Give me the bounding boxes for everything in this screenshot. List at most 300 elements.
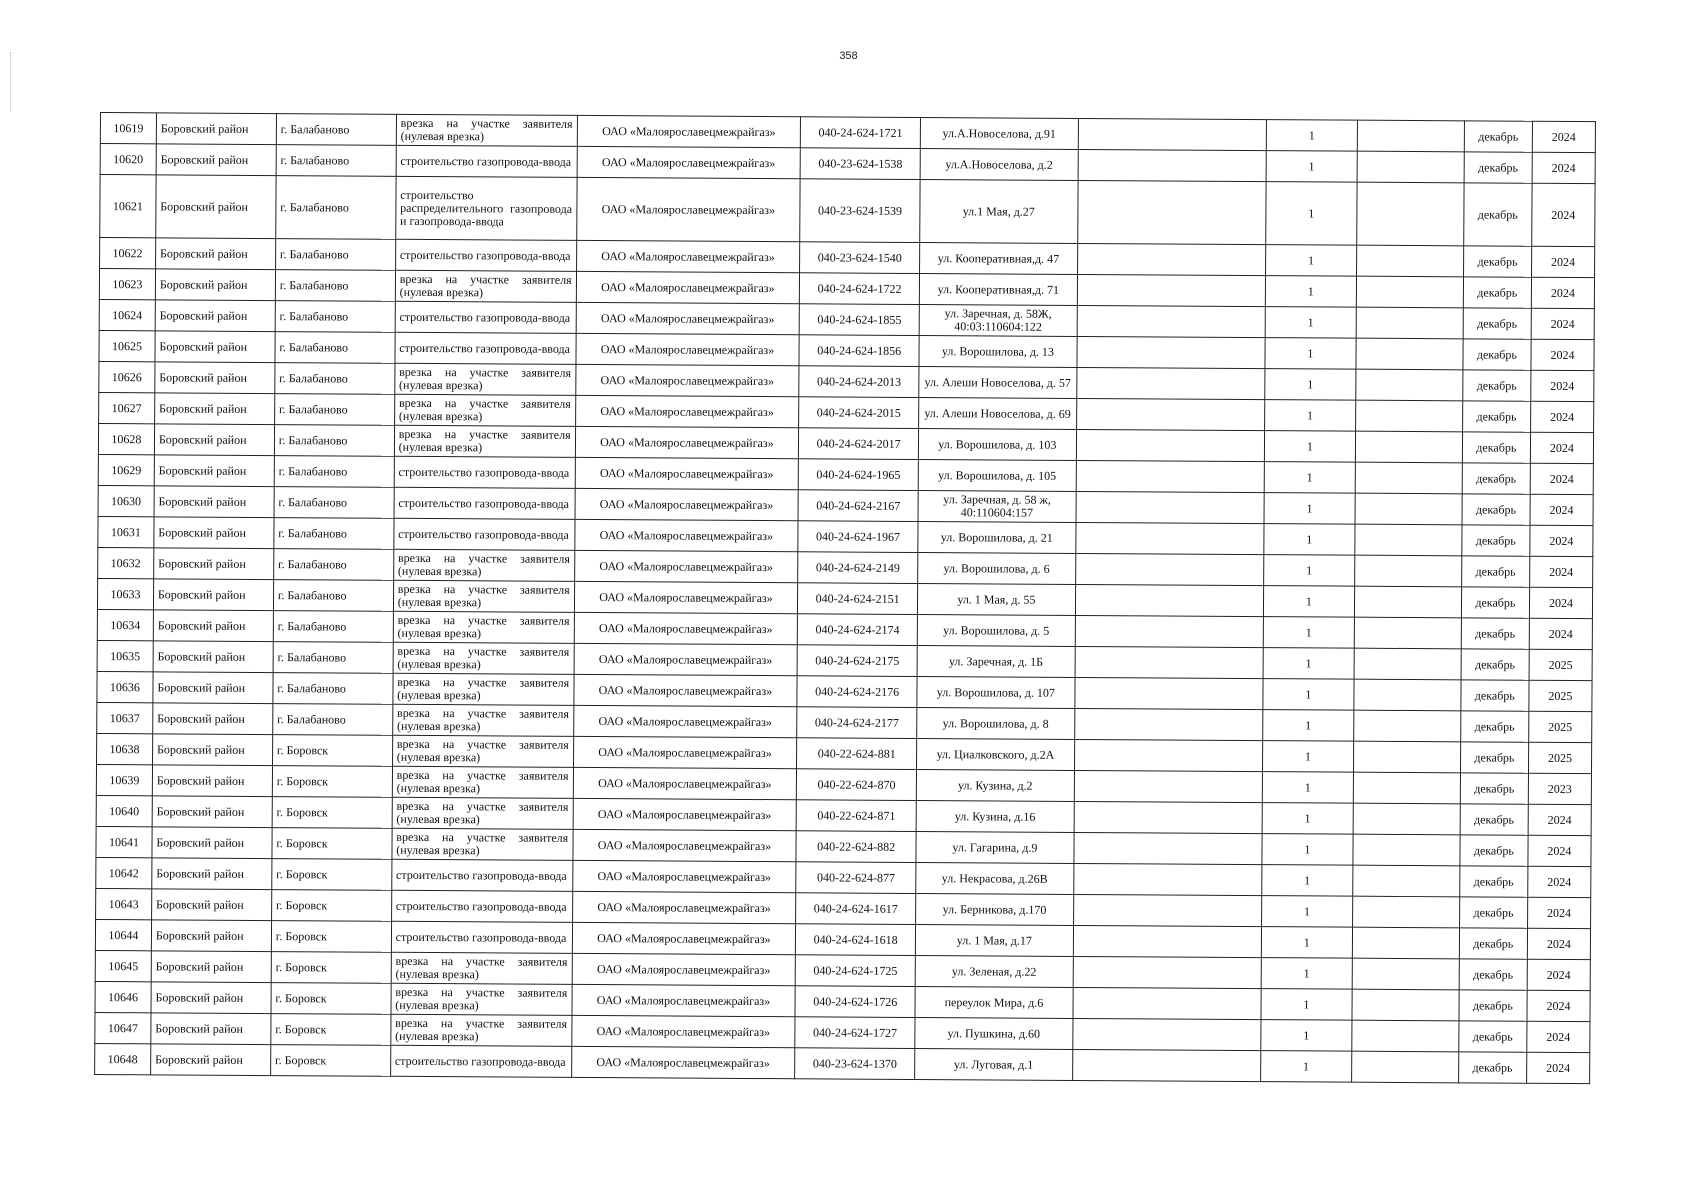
- locality-cell: г. Балабаново: [274, 394, 394, 426]
- organization-cell: ОАО «Малоярославецмежрайгаз»: [572, 953, 796, 985]
- month-cell: декабрь: [1460, 835, 1528, 866]
- district-cell: Боровский район: [155, 238, 275, 270]
- work-type-cell: строительство газопровода-ввода: [391, 921, 572, 953]
- organization-cell: ОАО «Малоярославецмежрайгаз»: [577, 115, 801, 147]
- organization-cell: ОАО «Малоярославецмежрайгаз»: [574, 612, 798, 644]
- year-cell: 2024: [1530, 401, 1593, 432]
- count-cell: 1: [1263, 617, 1355, 649]
- count-cell: 1: [1262, 772, 1354, 804]
- empty-cell: [1352, 927, 1459, 959]
- empty-cell: [1078, 149, 1266, 181]
- year-cell: 2025: [1529, 711, 1592, 742]
- month-cell: декабрь: [1463, 246, 1531, 277]
- project-code-cell: 040-24-624-1722: [800, 273, 920, 305]
- year-cell: 2025: [1528, 742, 1591, 773]
- month-cell: декабрь: [1460, 742, 1528, 773]
- project-code-cell: 040-22-624-881: [797, 738, 917, 770]
- district-cell: Боровский район: [153, 579, 273, 611]
- organization-cell: ОАО «Малоярославецмежрайгаз»: [576, 177, 800, 241]
- empty-cell: [1072, 1018, 1260, 1050]
- count-cell: 1: [1262, 803, 1354, 835]
- year-cell: 2023: [1528, 773, 1591, 804]
- month-cell: декабрь: [1460, 773, 1528, 804]
- work-type-cell: строительство газопровода-ввода: [394, 518, 575, 550]
- month-cell: декабрь: [1464, 121, 1532, 152]
- year-cell: 2024: [1527, 928, 1590, 959]
- month-cell: декабрь: [1459, 928, 1527, 959]
- work-type-cell: врезка на участке заявителя (нулевая врезка): [395, 363, 576, 395]
- empty-cell: [1075, 553, 1263, 585]
- project-code-cell: 040-24-624-2015: [799, 397, 919, 429]
- empty-cell: [1352, 958, 1459, 990]
- empty-cell: [1354, 710, 1461, 742]
- empty-cell: [1356, 307, 1463, 339]
- empty-cell: [1075, 584, 1263, 616]
- row-number-cell: 10647: [95, 1012, 151, 1043]
- work-type-cell: врезка на участке заявителя (нулевая врезка): [392, 735, 573, 767]
- empty-cell: [1353, 772, 1460, 804]
- locality-cell: г. Боровск: [270, 1045, 390, 1077]
- count-cell: 1: [1265, 276, 1357, 308]
- address-cell: ул. Кооперативная,д. 47: [920, 243, 1078, 275]
- empty-cell: [1353, 865, 1460, 897]
- empty-cell: [1354, 648, 1461, 680]
- empty-cell: [1075, 646, 1263, 678]
- project-code-cell: 040-24-624-1725: [795, 955, 915, 987]
- district-cell: Боровский район: [154, 393, 274, 425]
- locality-cell: г. Балабаново: [275, 301, 395, 333]
- month-cell: декабрь: [1463, 370, 1531, 401]
- project-code-cell: 040-22-624-871: [796, 800, 916, 832]
- project-code-cell: 040-24-624-1856: [799, 335, 919, 367]
- row-number-cell: 10625: [99, 330, 155, 361]
- count-cell: 1: [1262, 710, 1354, 742]
- row-number-cell: 10636: [97, 671, 153, 702]
- locality-cell: г. Балабаново: [273, 704, 393, 736]
- locality-cell: г. Балабаново: [274, 456, 394, 488]
- empty-cell: [1357, 245, 1464, 277]
- district-cell: Боровский район: [155, 331, 275, 363]
- empty-cell: [1352, 1051, 1459, 1083]
- empty-cell: [1355, 524, 1462, 556]
- month-cell: декабрь: [1460, 711, 1528, 742]
- locality-cell: г. Балабаново: [275, 363, 395, 395]
- work-type-cell: врезка на участке заявителя (нулевая врезка): [391, 1014, 572, 1046]
- work-type-cell: врезка на участке заявителя (нулевая врезка): [393, 642, 574, 674]
- month-cell: декабрь: [1463, 277, 1531, 308]
- organization-cell: ОАО «Малоярославецмежрайгаз»: [575, 395, 799, 427]
- row-number-cell: 10635: [97, 640, 153, 671]
- organization-cell: ОАО «Малоярославецмежрайгаз»: [576, 333, 800, 365]
- organization-cell: ОАО «Малоярославецмежрайгаз»: [572, 891, 796, 923]
- locality-cell: г. Боровск: [271, 952, 391, 984]
- month-cell: декабрь: [1462, 401, 1530, 432]
- row-number-cell: 10622: [100, 238, 156, 269]
- empty-cell: [1073, 925, 1261, 957]
- row-number-cell: 10624: [99, 299, 155, 330]
- locality-cell: г. Балабаново: [276, 114, 396, 146]
- year-cell: 2024: [1532, 121, 1595, 152]
- district-cell: Боровский район: [151, 889, 271, 921]
- count-cell: 1: [1264, 400, 1356, 432]
- district-cell: Боровский район: [151, 951, 271, 983]
- organization-cell: ОАО «Малоярославецмежрайгаз»: [571, 1046, 795, 1078]
- organization-cell: ОАО «Малоярославецмежрайгаз»: [574, 643, 798, 675]
- district-cell: Боровский район: [155, 362, 275, 394]
- empty-cell: [1356, 400, 1463, 432]
- count-cell: 1: [1263, 524, 1355, 556]
- work-type-cell: строительство газопровода-ввода: [391, 890, 572, 922]
- address-cell: ул. Заречная, д. 1Б: [917, 646, 1075, 678]
- address-cell: ул. Кузина, д.16: [916, 801, 1074, 833]
- month-cell: декабрь: [1460, 804, 1528, 835]
- address-cell: ул. Алеши Новоселова, д. 69: [919, 398, 1077, 430]
- row-number-cell: 10641: [96, 826, 152, 857]
- district-cell: Боровский район: [156, 113, 276, 145]
- year-cell: 2024: [1532, 152, 1595, 183]
- empty-cell: [1353, 803, 1460, 835]
- address-cell: ул.А.Новоселова, д.91: [920, 118, 1078, 150]
- month-cell: декабрь: [1462, 525, 1530, 556]
- row-number-cell: 10642: [96, 857, 152, 888]
- organization-cell: ОАО «Малоярославецмежрайгаз»: [574, 581, 798, 613]
- locality-cell: г. Балабаново: [273, 580, 393, 612]
- locality-cell: г. Балабаново: [273, 642, 393, 674]
- count-cell: 1: [1264, 462, 1356, 494]
- page-number: 358: [839, 50, 858, 62]
- district-cell: Боровский район: [155, 300, 275, 332]
- year-cell: 2024: [1530, 556, 1593, 587]
- table-body: [95, 113, 1596, 1084]
- organization-cell: ОАО «Малоярославецмежрайгаз»: [575, 488, 799, 520]
- row-number-cell: 10628: [98, 423, 154, 454]
- project-code-cell: 040-24-624-1855: [799, 304, 919, 336]
- work-type-cell: врезка на участке заявителя (нулевая врезка): [391, 983, 572, 1015]
- empty-cell: [1353, 896, 1460, 928]
- district-cell: Боровский район: [156, 144, 276, 176]
- year-cell: 2024: [1531, 246, 1594, 277]
- project-code-cell: 040-22-624-870: [797, 769, 917, 801]
- project-code-cell: 040-24-624-2177: [797, 707, 917, 739]
- empty-cell: [1356, 276, 1463, 308]
- empty-cell: [1354, 679, 1461, 711]
- address-cell: ул. Гагарина, д.9: [916, 831, 1074, 863]
- count-cell: 1: [1263, 679, 1355, 711]
- locality-cell: г. Боровск: [272, 797, 392, 829]
- count-cell: 1: [1263, 555, 1355, 587]
- year-cell: 2025: [1529, 649, 1592, 680]
- work-type-cell: врезка на участке заявителя (нулевая врезка): [392, 797, 573, 829]
- locality-cell: г. Балабаново: [273, 611, 393, 643]
- district-cell: Боровский район: [152, 765, 272, 797]
- empty-cell: [1077, 274, 1265, 306]
- empty-cell: [1072, 1049, 1260, 1081]
- project-code-cell: 040-24-624-2167: [798, 490, 918, 522]
- empty-cell: [1355, 493, 1462, 525]
- month-cell: декабрь: [1464, 183, 1532, 246]
- month-cell: декабрь: [1461, 587, 1529, 618]
- address-cell: ул. 1 Мая, д. 55: [918, 584, 1076, 616]
- empty-cell: [1074, 770, 1262, 802]
- empty-cell: [1073, 987, 1261, 1019]
- locality-cell: г. Балабаново: [274, 518, 394, 550]
- district-cell: Боровский район: [151, 920, 271, 952]
- locality-cell: г. Балабаново: [276, 176, 396, 240]
- count-cell: 1: [1266, 120, 1358, 152]
- month-cell: декабрь: [1462, 463, 1530, 494]
- project-code-cell: 040-24-624-1727: [795, 1017, 915, 1049]
- empty-cell: [1077, 305, 1265, 337]
- count-cell: 1: [1262, 741, 1354, 773]
- district-cell: Боровский район: [152, 858, 272, 890]
- work-type-cell: строительство газопровода-ввода: [391, 859, 572, 891]
- work-type-cell: строительство газопровода-ввода: [394, 487, 575, 519]
- month-cell: декабрь: [1462, 494, 1530, 525]
- district-cell: Боровский район: [154, 517, 274, 549]
- empty-cell: [1076, 398, 1264, 430]
- district-cell: Боровский район: [156, 175, 276, 239]
- project-code-cell: 040-24-624-2176: [797, 676, 917, 708]
- address-cell: переулок Мира, д.6: [915, 986, 1073, 1018]
- organization-cell: ОАО «Малоярославецмежрайгаз»: [577, 146, 801, 178]
- month-cell: декабрь: [1461, 680, 1529, 711]
- empty-cell: [1352, 989, 1459, 1021]
- organization-cell: ОАО «Малоярославецмежрайгаз»: [574, 550, 798, 582]
- organization-cell: ОАО «Малоярославецмежрайгаз»: [573, 736, 797, 768]
- count-cell: 1: [1264, 369, 1356, 401]
- address-cell: ул. Берникова, д.170: [916, 893, 1074, 925]
- organization-cell: ОАО «Малоярославецмежрайгаз»: [575, 426, 799, 458]
- month-cell: декабрь: [1459, 1021, 1527, 1052]
- gasification-table: [94, 112, 1596, 1084]
- address-cell: ул. Ворошилова, д. 103: [919, 429, 1077, 461]
- count-cell: 1: [1261, 896, 1353, 928]
- work-type-cell: врезка на участке заявителя (нулевая врезка): [396, 114, 577, 146]
- row-number-cell: 10633: [97, 578, 153, 609]
- district-cell: Боровский район: [152, 827, 272, 859]
- project-code-cell: 040-23-624-1540: [800, 242, 920, 274]
- address-cell: ул. Ворошилова, д. 5: [917, 615, 1075, 647]
- year-cell: 2024: [1530, 432, 1593, 463]
- work-type-cell: строительство газопровода-ввода: [395, 239, 576, 271]
- work-type-cell: строительство газопровода-ввода: [390, 1045, 571, 1077]
- work-type-cell: врезка на участке заявителя (нулевая врезка): [393, 580, 574, 612]
- locality-cell: г. Боровск: [272, 828, 392, 860]
- empty-cell: [1074, 708, 1262, 740]
- count-cell: 1: [1262, 834, 1354, 866]
- empty-cell: [1076, 367, 1264, 399]
- address-cell: ул. Зеленая, д.22: [915, 955, 1073, 987]
- empty-cell: [1077, 180, 1265, 244]
- year-cell: 2024: [1531, 308, 1594, 339]
- project-code-cell: 040-22-624-877: [796, 862, 916, 894]
- row-number-cell: 10631: [98, 516, 154, 547]
- project-code-cell: 040-24-624-2151: [798, 583, 918, 615]
- month-cell: декабрь: [1460, 866, 1528, 897]
- empty-cell: [1078, 118, 1266, 150]
- row-number-cell: 10634: [97, 609, 153, 640]
- organization-cell: ОАО «Малоярославецмежрайгаз»: [572, 860, 796, 892]
- count-cell: 1: [1264, 431, 1356, 463]
- district-cell: Боровский район: [151, 1044, 271, 1076]
- locality-cell: г. Боровск: [272, 766, 392, 798]
- count-cell: 1: [1265, 245, 1357, 277]
- work-type-cell: врезка на участке заявителя (нулевая врезка): [395, 270, 576, 302]
- row-number-cell: 10626: [99, 361, 155, 392]
- empty-cell: [1076, 460, 1264, 492]
- row-number-cell: 10638: [97, 733, 153, 764]
- year-cell: 2024: [1531, 339, 1594, 370]
- work-type-cell: строительство газопровода-ввода: [396, 145, 577, 177]
- year-cell: 2024: [1531, 277, 1594, 308]
- address-cell: ул. Ворошилова, д. 6: [918, 553, 1076, 585]
- row-number-cell: 10648: [95, 1043, 151, 1074]
- project-code-cell: 040-24-624-1965: [798, 459, 918, 491]
- work-type-cell: врезка на участке заявителя (нулевая врезка): [392, 828, 573, 860]
- empty-cell: [1073, 894, 1261, 926]
- year-cell: 2024: [1529, 618, 1592, 649]
- empty-cell: [1357, 120, 1464, 152]
- work-type-cell: строительство газопровода-ввода: [395, 332, 576, 364]
- address-cell: ул. Заречная, д. 58 ж, 40:110604:157: [918, 491, 1076, 523]
- count-cell: 1: [1261, 958, 1353, 990]
- month-cell: декабрь: [1459, 959, 1527, 990]
- year-cell: 2024: [1528, 835, 1591, 866]
- month-cell: декабрь: [1461, 556, 1529, 587]
- work-type-cell: врезка на участке заявителя (нулевая врезка): [392, 704, 573, 736]
- count-cell: 1: [1260, 1051, 1352, 1083]
- district-cell: Боровский район: [153, 610, 273, 642]
- organization-cell: ОАО «Малоярославецмежрайгаз»: [576, 302, 800, 334]
- address-cell: ул. Ворошилова, д. 8: [917, 708, 1075, 740]
- row-number-cell: 10640: [96, 795, 152, 826]
- district-cell: Боровский район: [154, 548, 274, 580]
- year-cell: 2024: [1527, 959, 1590, 990]
- project-code-cell: 040-23-624-1370: [795, 1048, 915, 1080]
- district-cell: Боровский район: [151, 1013, 271, 1045]
- address-cell: ул. Ворошилова, д. 21: [918, 522, 1076, 554]
- address-cell: ул. Ворошилова, д. 13: [919, 336, 1077, 368]
- month-cell: декабрь: [1464, 152, 1532, 183]
- year-cell: 2024: [1527, 990, 1590, 1021]
- empty-cell: [1355, 462, 1462, 494]
- count-cell: 1: [1261, 865, 1353, 897]
- row-number-cell: 10645: [95, 950, 151, 981]
- table-row: [100, 175, 1595, 247]
- organization-cell: ОАО «Малоярославецмежрайгаз»: [574, 674, 798, 706]
- row-number-cell: 10637: [97, 702, 153, 733]
- year-cell: 2024: [1528, 866, 1591, 897]
- work-type-cell: врезка на участке заявителя (нулевая врезка): [393, 549, 574, 581]
- work-type-cell: врезка на участке заявителя (нулевая врезка): [393, 673, 574, 705]
- row-number-cell: 10646: [95, 981, 151, 1012]
- organization-cell: ОАО «Малоярославецмежрайгаз»: [573, 829, 797, 861]
- address-cell: ул. Луговая, д.1: [915, 1048, 1073, 1080]
- locality-cell: г. Боровск: [271, 921, 391, 953]
- empty-cell: [1076, 491, 1264, 523]
- row-number-cell: 10627: [99, 392, 155, 423]
- work-type-cell: строительство распределительного газопровода и газопровода-ввода: [395, 176, 576, 240]
- project-code-cell: 040-23-624-1539: [800, 179, 920, 243]
- month-cell: декабрь: [1461, 618, 1529, 649]
- organization-cell: ОАО «Малоярославецмежрайгаз»: [573, 767, 797, 799]
- empty-cell: [1073, 956, 1261, 988]
- district-cell: Боровский район: [153, 703, 273, 735]
- locality-cell: г. Балабаново: [275, 332, 395, 364]
- empty-cell: [1353, 834, 1460, 866]
- project-code-cell: 040-24-624-1726: [795, 986, 915, 1018]
- count-cell: 1: [1261, 927, 1353, 959]
- district-cell: Боровский район: [151, 982, 271, 1014]
- work-type-cell: врезка на участке заявителя (нулевая врезка): [394, 425, 575, 457]
- organization-cell: ОАО «Малоярославецмежрайгаз»: [575, 364, 799, 396]
- locality-cell: г. Боровск: [271, 1014, 391, 1046]
- empty-cell: [1354, 741, 1461, 773]
- address-cell: ул. Кузина, д.2: [916, 770, 1074, 802]
- empty-cell: [1356, 338, 1463, 370]
- month-cell: декабрь: [1458, 1052, 1526, 1083]
- empty-cell: [1355, 431, 1462, 463]
- locality-cell: г. Балабаново: [275, 239, 395, 271]
- year-cell: 2024: [1531, 370, 1594, 401]
- scan-edge-marks: [10, 52, 13, 112]
- empty-cell: [1354, 617, 1461, 649]
- locality-cell: г. Балабаново: [276, 145, 396, 177]
- locality-cell: г. Балабаново: [274, 425, 394, 457]
- row-number-cell: 10621: [100, 175, 156, 238]
- row-number-cell: 10630: [98, 485, 154, 516]
- locality-cell: г. Балабаново: [275, 270, 395, 302]
- project-code-cell: 040-23-624-1538: [800, 148, 920, 180]
- organization-cell: ОАО «Малоярославецмежрайгаз»: [571, 1015, 795, 1047]
- row-number-cell: 10632: [98, 547, 154, 578]
- empty-cell: [1073, 863, 1261, 895]
- row-number-cell: 10639: [96, 764, 152, 795]
- organization-cell: ОАО «Малоярославецмежрайгаз»: [574, 519, 798, 551]
- month-cell: декабрь: [1462, 432, 1530, 463]
- month-cell: декабрь: [1463, 308, 1531, 339]
- empty-cell: [1076, 429, 1264, 461]
- year-cell: 2024: [1532, 183, 1595, 246]
- year-cell: 2024: [1526, 1052, 1589, 1083]
- district-cell: Боровский район: [152, 734, 272, 766]
- count-cell: 1: [1264, 493, 1356, 525]
- year-cell: 2024: [1530, 494, 1593, 525]
- empty-cell: [1075, 615, 1263, 647]
- address-cell: ул. Алеши Новоселова, д. 57: [919, 367, 1077, 399]
- empty-cell: [1075, 522, 1263, 554]
- row-number-cell: 10629: [98, 454, 154, 485]
- organization-cell: ОАО «Малоярославецмежрайгаз»: [576, 240, 800, 272]
- project-code-cell: 040-24-624-1967: [798, 521, 918, 553]
- project-code-cell: 040-24-624-2175: [797, 645, 917, 677]
- locality-cell: г. Боровск: [271, 983, 391, 1015]
- address-cell: ул. 1 Мая, д.17: [915, 924, 1073, 956]
- locality-cell: г. Боровск: [272, 735, 392, 767]
- work-type-cell: строительство газопровода-ввода: [395, 301, 576, 333]
- project-code-cell: 040-24-624-2149: [798, 552, 918, 584]
- row-number-cell: 10620: [100, 144, 156, 175]
- work-type-cell: врезка на участке заявителя (нулевая врезка): [392, 766, 573, 798]
- month-cell: декабрь: [1461, 649, 1529, 680]
- district-cell: Боровский район: [155, 269, 275, 301]
- address-cell: ул. Ворошилова, д. 107: [917, 677, 1075, 709]
- organization-cell: ОАО «Малоярославецмежрайгаз»: [572, 922, 796, 954]
- empty-cell: [1075, 677, 1263, 709]
- year-cell: 2024: [1530, 525, 1593, 556]
- count-cell: 1: [1263, 586, 1355, 618]
- year-cell: 2024: [1529, 587, 1592, 618]
